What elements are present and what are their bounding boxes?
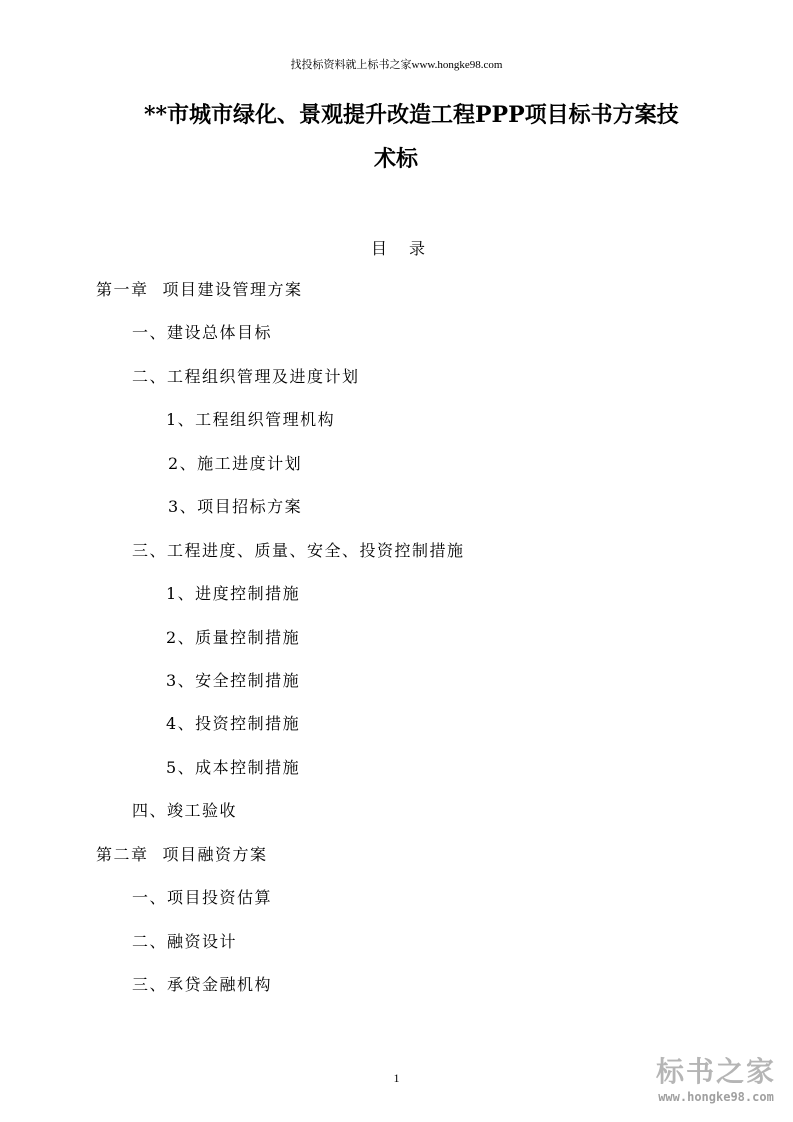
watermark-url: www.hongke98.com bbox=[658, 1090, 774, 1104]
document-title-line-2: 术标 bbox=[374, 146, 419, 172]
toc-chapter-2[interactable] bbox=[96, 847, 268, 863]
toc-heading-char-2: 录 bbox=[409, 239, 428, 258]
toc-heading-char-1: 目 bbox=[371, 239, 390, 258]
toc-chapter-title: 项目融资方案 bbox=[162, 845, 268, 864]
toc-subsection[interactable]: 4、投资控制措施 bbox=[166, 714, 301, 733]
toc-chapter-prefix: 第二章 bbox=[96, 845, 149, 864]
toc-section[interactable]: 一、项目投资估算 bbox=[132, 888, 273, 907]
watermark-logo bbox=[642, 1055, 790, 1104]
toc-subsection[interactable]: 2、质量控制措施 bbox=[166, 628, 301, 647]
toc-subsection[interactable]: 2、施工进度计划 bbox=[168, 454, 303, 473]
toc-chapter-title: 项目建设管理方案 bbox=[162, 280, 303, 299]
page-number: 1 bbox=[393, 1071, 400, 1085]
toc-subsection[interactable]: 1、工程组织管理机构 bbox=[166, 410, 336, 429]
toc-section[interactable]: 四、竣工验收 bbox=[132, 801, 238, 820]
toc-heading bbox=[371, 236, 427, 259]
toc-section[interactable]: 二、融资设计 bbox=[132, 932, 238, 951]
toc-subsection[interactable]: 1、进度控制措施 bbox=[166, 584, 301, 603]
toc-section[interactable]: 一、建设总体目标 bbox=[132, 323, 273, 342]
toc-subsection[interactable]: 3、安全控制措施 bbox=[166, 671, 301, 690]
watermark-logo-text: 标书之家 bbox=[655, 1055, 776, 1088]
toc-subsection[interactable]: 3、项目招标方案 bbox=[168, 497, 303, 516]
toc-subsection[interactable]: 5、成本控制措施 bbox=[166, 758, 301, 777]
toc-section[interactable]: 二、工程组织管理及进度计划 bbox=[132, 367, 360, 386]
toc-section[interactable]: 三、工程进度、质量、安全、投资控制措施 bbox=[132, 541, 465, 560]
toc-section[interactable]: 三、承贷金融机构 bbox=[132, 975, 273, 994]
toc-chapter-1[interactable] bbox=[96, 282, 303, 298]
page-header: 找投标资料就上标书之家www.hongke98.com bbox=[290, 59, 503, 71]
toc-chapter-prefix: 第一章 bbox=[96, 280, 149, 299]
document-title-line-1: **市城市绿化、景观提升改造工程PPP项目标书方案技 bbox=[144, 102, 679, 128]
